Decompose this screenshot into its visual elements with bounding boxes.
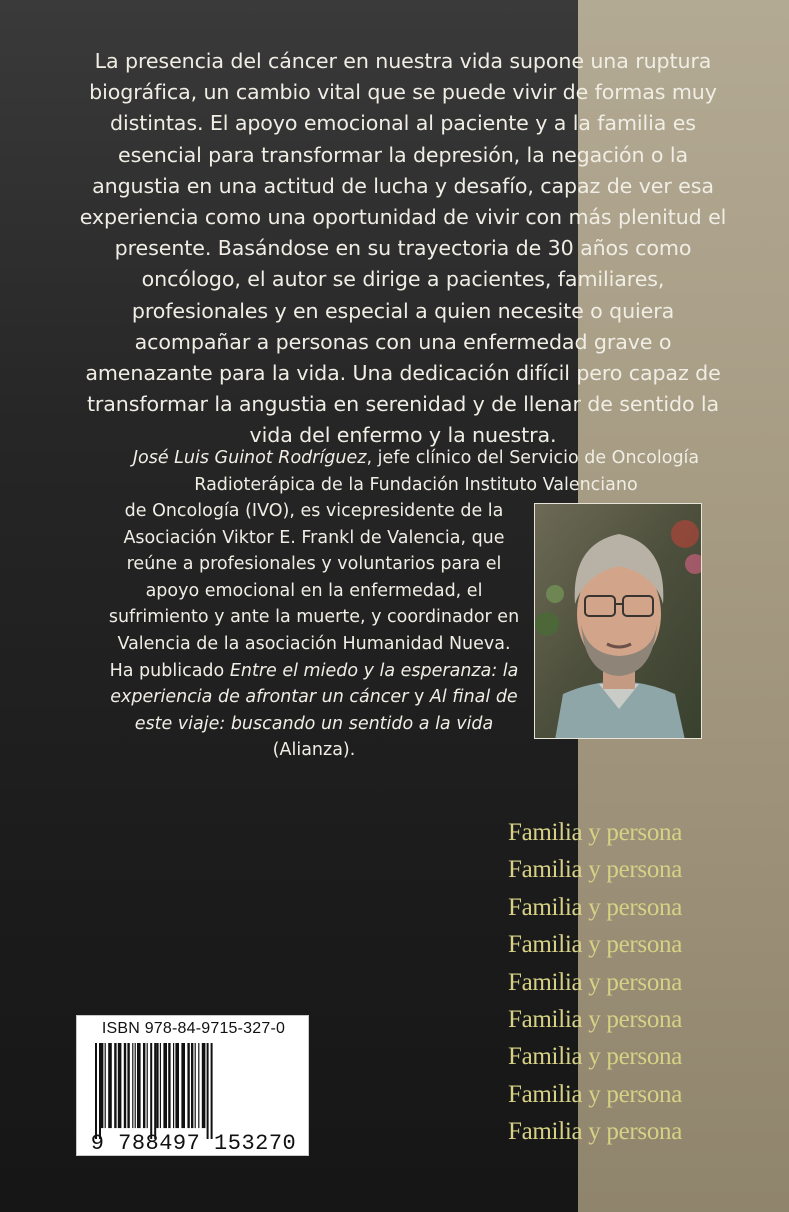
book-title-2: Al final de este viaje: buscando un sentido a la vida: [134, 687, 518, 734]
series-title-line: Familia y persona: [508, 931, 683, 959]
barcode-bar: [187, 1043, 189, 1128]
isbn-digits: 9 788497 153270: [90, 1131, 297, 1156]
barcode-bar: [156, 1043, 158, 1128]
barcode-bar: [202, 1043, 206, 1128]
barcode-bar: [135, 1043, 136, 1128]
barcode-bar: [124, 1043, 126, 1128]
barcode-bar: [101, 1043, 103, 1128]
barcode-bar: [118, 1043, 122, 1128]
conjunction: y: [408, 687, 430, 708]
barcode-guard-bar: [95, 1043, 97, 1139]
author-bio-body-text: de Oncología (IVO), es vicepresidente de la Asociación Viktor E. Frankl de Valencia, que reúne a profesionales y voluntarios para el apoyo emocional en la enfermedad, el sufrimiento y ante la muerte, y coordinador en Valencia de la asociación Humanidad Nueva. Ha publicado: [108, 501, 520, 681]
isbn-barcode-box: [76, 1015, 309, 1156]
book-title-1: Entre el miedo y la esperanza: la experiencia de afrontar un cáncer: [110, 660, 519, 708]
series-title-line: Familia y persona: [508, 1118, 683, 1146]
author-bio-body: [104, 498, 524, 764]
series-title-line: Familia y persona: [508, 819, 683, 846]
barcode-bar: [108, 1043, 112, 1128]
barcode-guard-bar: [154, 1043, 156, 1139]
author-bio-header: [96, 445, 736, 498]
barcode-bar: [163, 1043, 167, 1128]
author-portrait-illustration: [535, 504, 702, 739]
publisher: (Alianza).: [272, 740, 356, 761]
barcode-guard-bar: [150, 1043, 152, 1139]
barcode-guard-bar: [207, 1043, 209, 1139]
barcode-bar: [195, 1043, 196, 1128]
series-title-line: Familia y persona: [508, 968, 683, 996]
barcode-guard-bar: [99, 1043, 101, 1139]
barcode-guard-bar: [211, 1043, 213, 1139]
barcode-bar: [114, 1043, 116, 1128]
author-name: José Luis Guinot Rodríguez: [132, 448, 367, 468]
barcode-bar: [105, 1043, 106, 1128]
series-repeated-title: [508, 814, 768, 1151]
barcode-bar: [173, 1043, 174, 1128]
barcode-bar: [198, 1043, 199, 1128]
synopsis-text: La presencia del cáncer en nuestra vida supone una ruptura biográfica, un cambio vital que se puede vivir de formas muy distintas. El apoyo emocional al paciente y a la familia es esencial para transformar la depresión, la negación o la angustia en una actitud de lucha y desafío, capaz de ver esa experiencia como una oportunidad de vivir con más plenitud el presente. Basándose en su trayectoria de 30 años como oncólogo, el autor se dirige a pacientes, familiares, profesionales y en especial a quien necesite o quiera acompañar a personas con una enfermedad grave o amenazante para la vida. Una dedicación difícil pero capaz de transformar la angustia en serenidad y de llenar de sentido la vida del enfermo y la nuestra.: [79, 49, 727, 448]
barcode-bar: [168, 1043, 170, 1128]
barcode-bar: [127, 1043, 129, 1128]
barcode-bar: [132, 1043, 133, 1128]
barcode-bar: [160, 1043, 161, 1128]
author-bio-intro: , jefe clínico del Servicio de Oncología Radioterápica de la Fundación Instituto Valenciano: [194, 448, 700, 495]
barcode-bar: [191, 1043, 193, 1128]
barcode-bar: [137, 1043, 141, 1128]
series-title-line: Familia y persona: [508, 1043, 683, 1071]
series-title-line: Familia y persona: [508, 856, 683, 884]
barcode-bar: [175, 1043, 179, 1128]
series-title-line: Familia y persona: [508, 1005, 683, 1033]
isbn-label: ISBN 978-84-9715-327-0: [101, 1020, 286, 1037]
barcode-bar: [143, 1043, 145, 1128]
series-title-line: Familia y persona: [508, 893, 683, 921]
barcode-bar: [147, 1043, 148, 1128]
barcode-graphic: [91, 1043, 295, 1139]
author-photo: [534, 503, 702, 739]
barcode-bar: [181, 1043, 185, 1128]
series-title-line: Familia y persona: [508, 1080, 683, 1108]
